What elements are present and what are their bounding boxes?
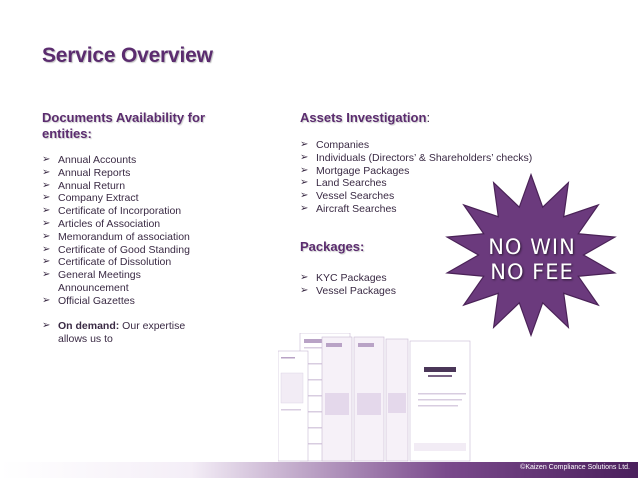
doc-thumbnail-6 (410, 341, 470, 461)
on-demand-label: On demand: (58, 320, 120, 332)
list-item: ➢ Companies (300, 139, 580, 152)
list-item: ➢ General Meetings Announcement (42, 269, 168, 295)
documents-heading: Documents Availability for entities: (42, 110, 206, 141)
assets-heading-text: Assets Investigation (300, 110, 427, 125)
documents-list (42, 154, 242, 308)
list-item: ➢ Official Gazettes (42, 295, 242, 308)
assets-heading (300, 110, 430, 126)
list-item: ➢ Certificate of Good Standing (42, 244, 242, 257)
no-win-no-fee-badge (462, 235, 602, 285)
doc-thumbnail-4 (354, 337, 384, 461)
doc-thumbnail-2 (278, 351, 308, 461)
list-item: ➢ Certificate of Incorporation (42, 205, 242, 218)
list-item: ➢ Land Searches (300, 177, 580, 190)
on-demand-block (42, 320, 242, 346)
list-item: ➢ KYC Packages (300, 272, 396, 285)
page-title: Service Overview (42, 44, 213, 67)
list-item: ➢ Vessel Packages (300, 285, 396, 298)
list-item: ➢ Vessel Searches (300, 190, 580, 203)
packages-list (300, 272, 396, 298)
packages-heading: Packages: (300, 239, 365, 254)
list-item: ➢ Mortgage Packages (300, 165, 580, 178)
copyright: ©Kaizen Compliance Solutions Ltd. (520, 464, 630, 471)
list-item: ➢ Certificate of Dissolution (42, 256, 242, 269)
document-thumbnails (278, 333, 478, 465)
list-item: ➢ Annual Reports (42, 167, 242, 180)
badge-line-1: NO WIN (488, 235, 576, 259)
list-item: ➢ Memorandum of association (42, 231, 242, 244)
list-item: ➢ Articles of Association (42, 218, 242, 231)
list-item: ➢ Company Extract (42, 192, 242, 205)
badge-line-2: NO FEE (490, 260, 574, 284)
on-demand-text: Our expertise allows us to (58, 320, 186, 345)
assets-heading-colon: : (426, 110, 431, 125)
on-demand-item (42, 320, 188, 346)
list-item: ➢ Annual Return (42, 180, 242, 193)
doc-thumbnail-5 (386, 339, 408, 461)
list-item: ➢ Aircraft Searches (300, 203, 580, 216)
doc-thumbnail-3 (322, 337, 352, 461)
list-item: ➢ Individuals (Directors’ & Shareholders’ checks) (300, 152, 580, 165)
list-item: ➢ Annual Accounts (42, 154, 242, 167)
